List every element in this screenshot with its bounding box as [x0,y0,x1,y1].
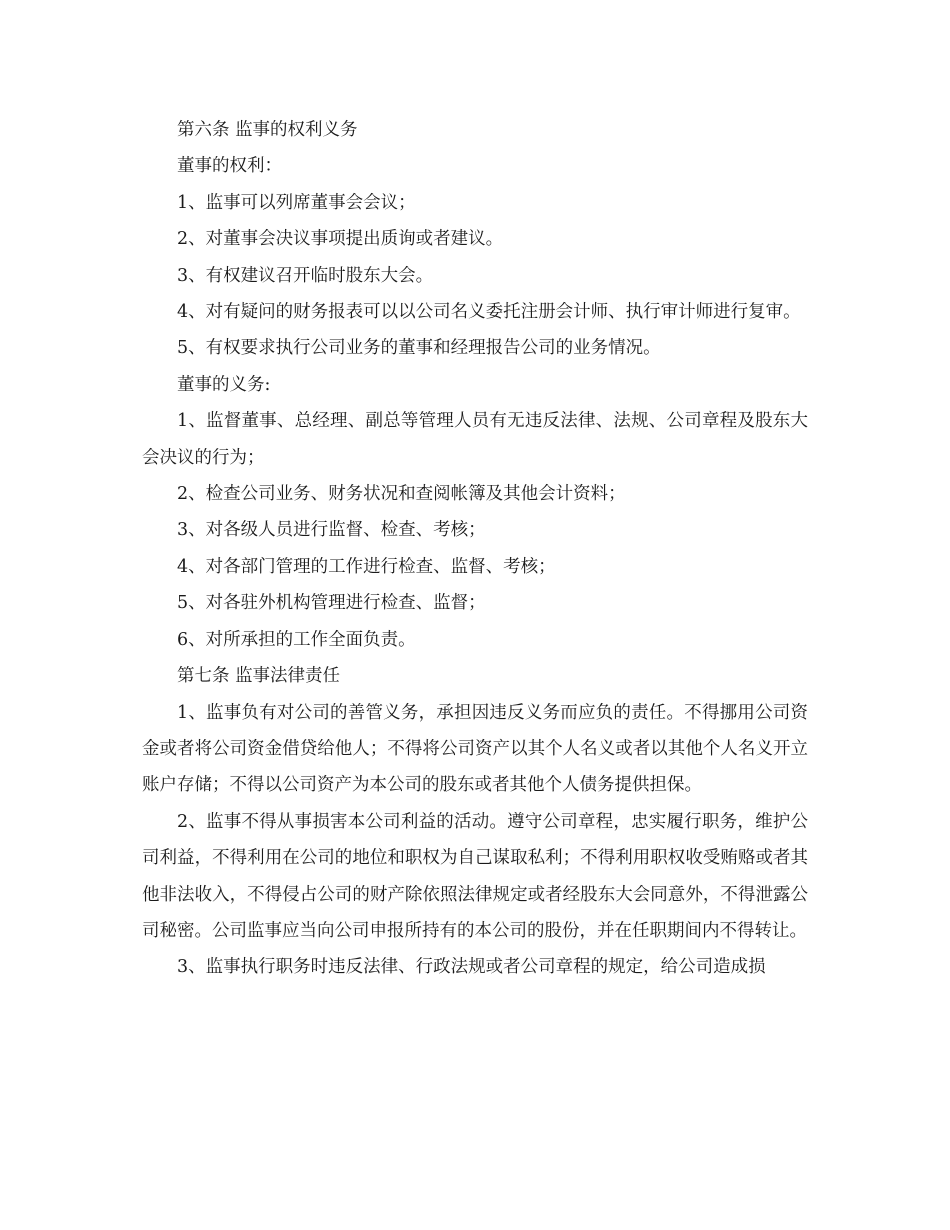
duties-item-2: 2、检查公司业务、财务状况和查阅帐簿及其他会计资料； [177,484,626,505]
duties-item-3: 3、对各级人员进行监督、检查、考核； [177,520,486,541]
article-6-heading: 第六条 监事的权利义务 [177,120,358,140]
rights-item-1: 1、监事可以列席董事会会议； [177,192,416,213]
duties-item-1: 1、监督董事、总经理、副总等管理人员有无违反法律、法规、公司章程及股东大会决议的行为； [142,411,808,468]
document-body [142,112,808,986]
article-7-heading: 第七条 监事法律责任 [177,666,341,687]
duties-subheading: 董事的义务: [177,374,271,395]
liability-item-2: 2、监事不得从事损害本公司利益的活动。遵守公司章程，忠实履行职务，维护公司利益，不得利用在公司的地位和职权为自己谋取私利；不得利用职权收受贿赂或者其他非法收入，不得侵占公司的财产除依照法律规定或者经股东大会同意外，不得泄露公司秘密。公司监事应当向公司申报所持有的本公司的股份，并在任职期间内不得转让。 [142,811,808,941]
rights-subheading: 董事的权利： [177,156,282,177]
rights-item-4: 4、对有疑问的财务报表可以以公司名义委托注册会计师、执行审计师进行复审。 [177,302,801,323]
liability-item-3: 3、监事执行职务时违反法律、行政法规或者公司章程的规定，给公司造成损 [177,957,766,978]
rights-item-3: 3、有权建议召开临时股东大会。 [177,265,434,286]
rights-item-5: 5、有权要求执行公司业务的董事和经理报告公司的业务情况。 [177,338,661,359]
duties-item-6: 6、对所承担的工作全面负责。 [177,629,416,650]
liability-item-1: 1、监事负有对公司的善管义务，承担因违反义务而应负的责任。不得挪用公司资金或者将公司资金借贷给他人；不得将公司资产以其个人名义或者以其他个人名义开立账户存储；不得以公司资产为本公司的股东或者其他个人债务提供担保。 [142,702,808,796]
duties-item-4: 4、对各部门管理的工作进行检查、监督、考核； [177,556,556,577]
duties-item-5: 5、对各驻外机构管理进行检查、监督； [177,593,486,614]
rights-item-2: 2、对董事会决议事项提出质询或者建议。 [177,229,504,250]
